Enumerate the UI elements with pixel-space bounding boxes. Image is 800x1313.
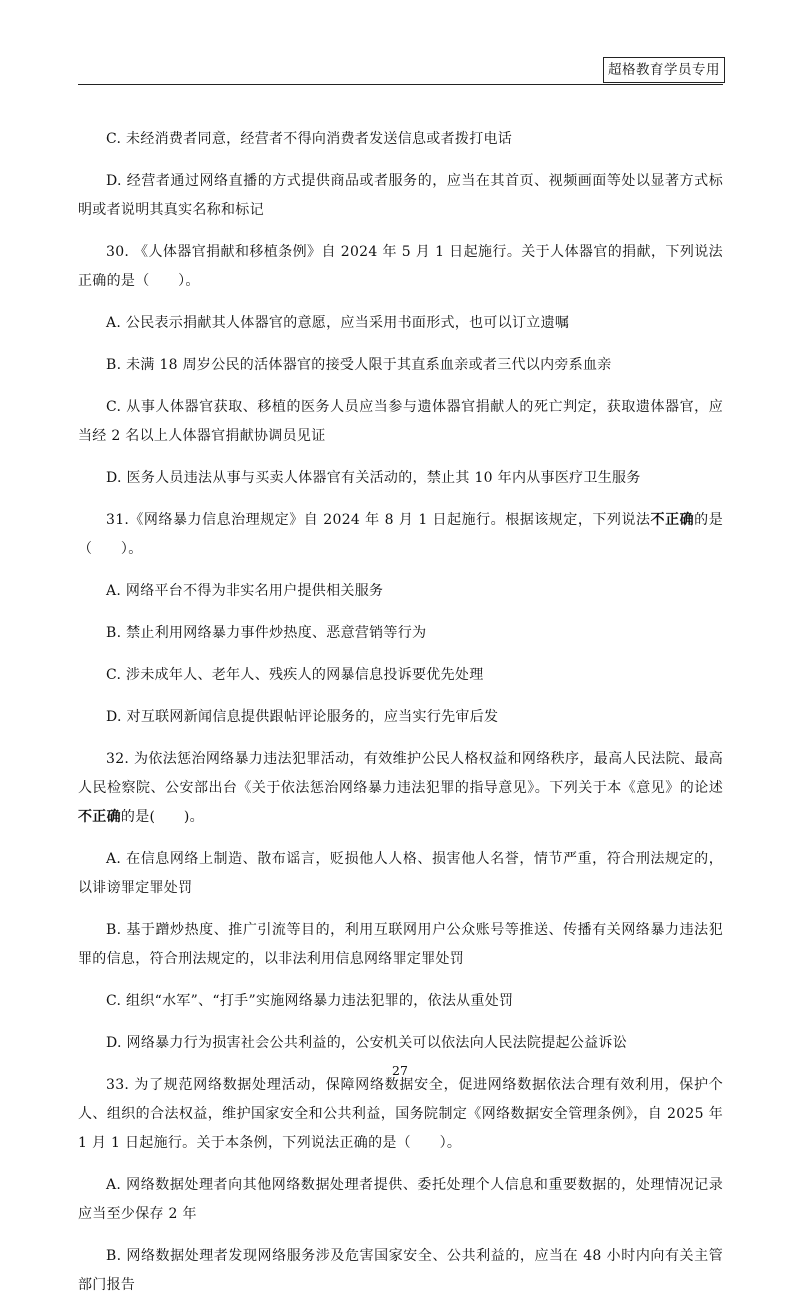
paragraph: C. 未经消费者同意，经营者不得向消费者发送信息或者拨打电话 bbox=[106, 131, 513, 147]
question-30: 30. 《人体器官捐献和移植条例》自 2024 年 5 月 1 日起施行。关于人体器官的捐献，下列说法正确的是（ ）。 bbox=[78, 244, 723, 289]
question-33: 33. 为了规范网络数据处理活动，保障网络数据安全，促进网络数据依法合理有效利用，保护个人、组织的合法权益，维护国家安全和公共利益，国务院制定《网络数据安全管理条例》，自 2025 年 1 月 1 日起施行。关于本条例，下列说法正确的是（ ）。 bbox=[78, 1077, 723, 1151]
option-c: C. 涉未成年人、老年人、残疾人的网暴信息投诉要优先处理 bbox=[106, 667, 484, 683]
option-a: A. 公民表示捐献其人体器官的意愿，应当采用书面形式，也可以订立遗嘱 bbox=[106, 315, 570, 331]
option-a: A. 在信息网络上制造、散布谣言，贬损他人人格、损害他人名誉，情节严重，符合刑法规定的，以诽谤罪定罪处罚 bbox=[78, 851, 723, 896]
document-body bbox=[78, 125, 723, 1313]
option-c: C. 从事人体器官获取、移植的医务人员应当参与遗体器官捐献人的死亡判定，获取遗体器官，应当经 2 名以上人体器官捐献协调员见证 bbox=[78, 399, 723, 444]
option-a: A. 网络平台不得为非实名用户提供相关服务 bbox=[106, 583, 384, 599]
option-b: B. 基于蹭炒热度、推广引流等目的，利用互联网用户公众账号等推送、传播有关网络暴力违法犯罪的信息，符合刑法规定的，以非法利用信息网络罪定罪处罚 bbox=[78, 922, 723, 967]
emphasis: 不正确 bbox=[650, 512, 695, 528]
page-number: 27 bbox=[392, 1063, 408, 1078]
question-31: 31.《网络暴力信息治理规定》自 2024 年 8 月 1 日起施行。根据该规定，下列说法不正确的是（ ）。 bbox=[78, 512, 723, 557]
emphasis: 不正确 bbox=[78, 809, 121, 825]
option-c: C. 组织“水军”、“打手”实施网络暴力违法犯罪的，依法从重处罚 bbox=[106, 993, 514, 1009]
option-d: D. 网络暴力行为损害社会公共利益的，公安机关可以依法向人民法院提起公益诉讼 bbox=[106, 1035, 628, 1051]
question-32: 32. 为依法惩治网络暴力违法犯罪活动，有效维护公民人格权益和网络秩序，最高人民法院、最高人民检察院、公安部出台《关于依法惩治网络暴力违法犯罪的指导意见》。下列关于本《意见》的论述不正确的是( )。 bbox=[78, 751, 723, 825]
header-label: 超格教育学员专用 bbox=[603, 57, 725, 83]
header-divider bbox=[78, 84, 723, 85]
option-b: B. 未满 18 周岁公民的活体器官的接受人限于其直系血亲或者三代以内旁系血亲 bbox=[106, 357, 612, 373]
option-d: D. 对互联网新闻信息提供跟帖评论服务的，应当实行先审后发 bbox=[106, 709, 499, 725]
option-b: B. 网络数据处理者发现网络服务涉及危害国家安全、公共利益的，应当在 48 小时内向有关主管部门报告 bbox=[78, 1248, 723, 1293]
option-b: B. 禁止利用网络暴力事件炒热度、恶意营销等行为 bbox=[106, 625, 427, 641]
option-a: A. 网络数据处理者向其他网络数据处理者提供、委托处理个人信息和重要数据的，处理情况记录应当至少保存 2 年 bbox=[78, 1177, 723, 1222]
option-d: D. 医务人员违法从事与买卖人体器官有关活动的，禁止其 10 年内从事医疗卫生服务 bbox=[106, 470, 641, 486]
paragraph: D. 经营者通过网络直播的方式提供商品或者服务的，应当在其首页、视频画面等处以显著方式标明或者说明其真实名称和标记 bbox=[78, 173, 723, 218]
